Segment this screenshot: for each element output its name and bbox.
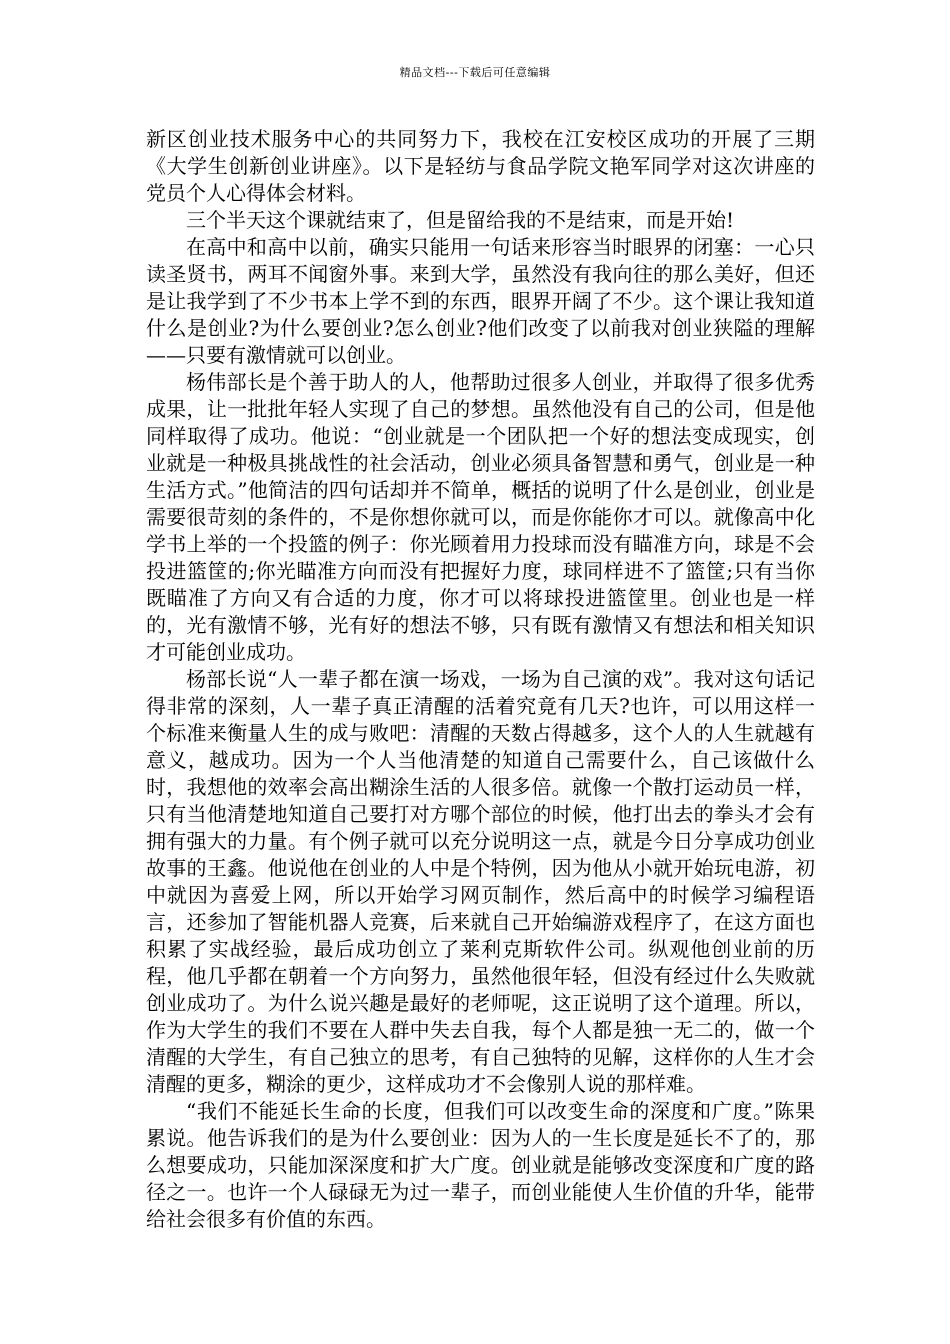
paragraph-yang-wei: 杨伟部长是个善于助人的人，他帮助过很多人创业，并取得了很多优秀成果，让一批批年轻人实现了自己的梦想。虽然他没有自己的公司，但是他同样取得了成功。他说：“创业就是一个团队把一个好的想法变成现实，创业就是一种极具挑战性的社会活动，创业必须具备智慧和勇气，创业是一种生活方式。”他简洁的四句话却并不简单，概括的说明了什么是创业，创业是需要很苛刻的条件的，不是你想你就可以，而是你能你才可以。就像高中化学书上举的一个投篮的例子：你光顾着用力投球而没有瞄准方向，球是不会投进篮筐的;你光瞄准方向而没有把握好力度，球同样进不了篮筐;只有当你既瞄准了方向又有合适的力度，你才可以将球投进篮筐里。创业也是一样的，光有激情不够，光有好的想法不够，只有既有激情又有想法和相关知识才可能创业成功。 — [146, 370, 815, 664]
paragraph-high-school: 在高中和高中以前，确实只能用一句话来形容当时眼界的闭塞：一心只读圣贤书，两耳不闻窗外事。来到大学，虽然没有我向往的那么美好，但还是让我学到了不少书本上学不到的东西，眼界开阔了不少。这个课让我知道什么是创业?为什么要创业?怎么创业?他们改变了以前我对创业狭隘的理解——只要有激情就可以创业。 — [146, 235, 815, 367]
paragraph-life-drama: 杨部长说“人一辈子都在演一场戏，一场为自己演的戏”。我对这句话记得非常的深刻，人一辈子真正清醒的活着究竟有几天?也许，可以用这样一个标准来衡量人生的成与败吧：清醒的天数占得越多，这个人的人生就越有意义，越成功。因为一个人当他清楚的知道自己需要什么，自己该做什么时，我想他的效率会高出糊涂生活的人很多倍。就像一个散打运动员一样，只有当他清楚地知道自己要打对方哪个部位的时候，他打出去的拳头才会有拥有强大的力量。有个例子就可以充分说明这一点，就是今日分享成功创业故事的王鑫。他说他在创业的人中是个特例，因为他从小就开始玩电游，初中就因为喜爱上网，所以开始学习网页制作，然后高中的时候学习编程语言，还参加了智能机器人竞赛，后来就自己开始编游戏程序了，在这方面也积累了实战经验，最后成功创立了莱利克斯软件公司。纵观他创业前的历程，他几乎都在朝着一个方向努力，虽然他很年轻，但没有经过什么失败就创业成功了。为什么说兴趣是最好的老师呢，这正说明了这个道理。所以，作为大学生的我们不要在人群中失去自我，每个人都是独一无二的，做一个清醒的大学生，有自己独立的思考，有自己独特的见解，这样你的人生才会清醒的更多，糊涂的更少，这样成功才不会像别人说的那样难。 — [146, 667, 815, 1096]
page-header: 精品文档---下载后可任意编辑 — [399, 66, 551, 79]
paragraph-course-end: 三个半天这个课就结束了，但是留给我的不是结束，而是开始! — [186, 208, 735, 232]
document-body — [146, 126, 815, 1233]
paragraph-life-depth: “我们不能延长生命的长度，但我们可以改变生命的深度和广度。”陈果累说。他告诉我们的是为什么要创业：因为人的一生长度是延长不了的，那么想要成功，只能加深深度和扩大广度。创业就是能够改变深度和广度的路径之一。也许一个人碌碌无为过一辈子，而创业能使人生价值的升华，能带给社会很多有价值的东西。 — [146, 1099, 815, 1231]
paragraph-intro: 新区创业技术服务中心的共同努力下，我校在江安校区成功的开展了三期《大学生创新创业讲座》。以下是轻纺与食品学院文艳军同学对这次讲座的党员个人心得体会材料。 — [146, 127, 815, 205]
